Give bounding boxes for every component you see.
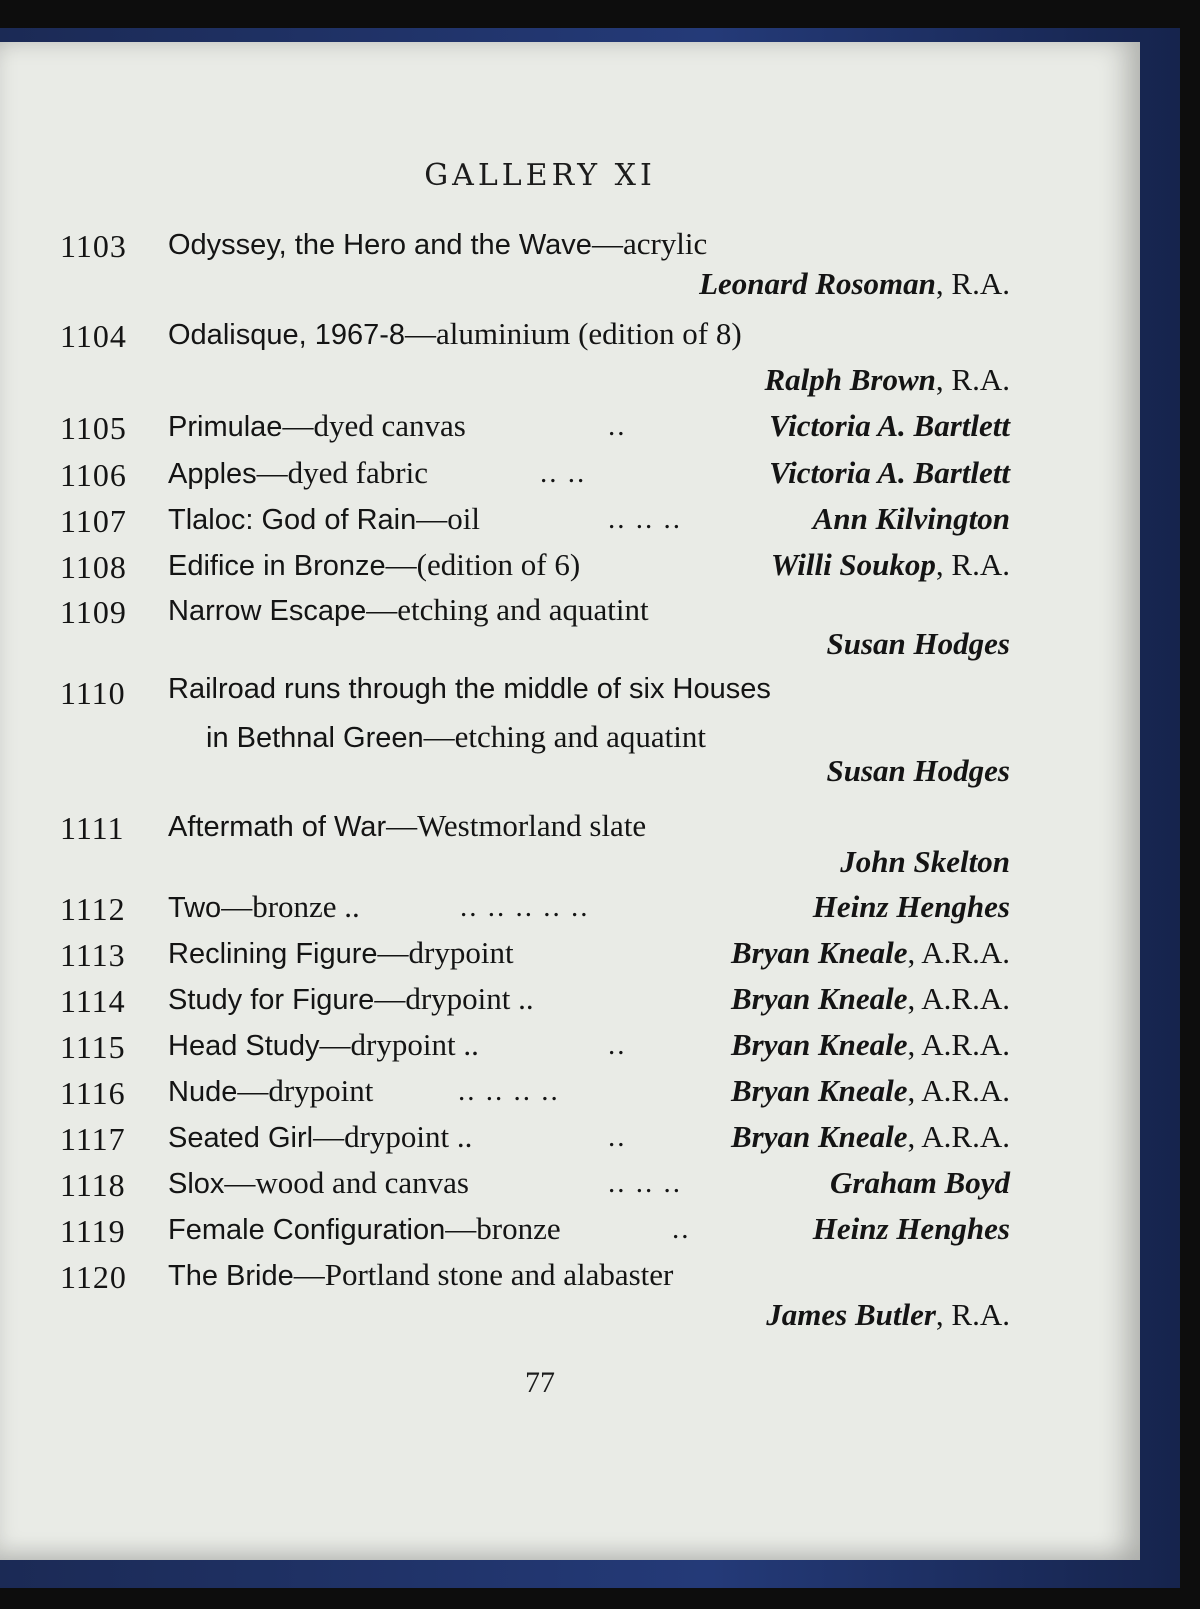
entry-number: 1106 — [60, 457, 127, 493]
entry-number: 1115 — [60, 1029, 126, 1065]
title-text: Odalisque, 1967-8 — [168, 319, 405, 351]
entry-artist: John Skelton — [840, 844, 1010, 879]
artist-name: Bryan Kneale — [730, 981, 908, 1016]
artist-honour: , A.R.A. — [907, 1027, 1010, 1062]
entry-title: Railroad runs through the middle of six Houses — [168, 673, 771, 705]
title-text: in Bethnal Green — [206, 722, 424, 754]
entry-medium: —dyed canvas — [282, 408, 466, 443]
entry-artist — [764, 362, 1010, 398]
leader-dots: .. .. .. .. .. — [460, 891, 590, 923]
title-text: Study for Figure — [168, 984, 375, 1016]
entry-number: 1112 — [60, 891, 126, 927]
entry-number: 1110 — [60, 675, 126, 711]
catalogue-entry — [60, 226, 1010, 306]
artist-honour: , A.R.A. — [907, 935, 1010, 970]
title-text: Aftermath of War — [168, 811, 387, 843]
entry-number: 1105 — [60, 410, 127, 446]
leader-dots: .. — [672, 1213, 691, 1245]
catalogue-entry — [60, 408, 1010, 448]
catalogue-entry — [60, 1073, 1010, 1113]
entry-artist — [731, 1073, 1010, 1109]
entry-artist: Susan Hodges — [826, 753, 1010, 788]
catalogue-entry — [60, 935, 1010, 975]
catalogue-entry — [60, 808, 1010, 884]
entry-medium: —wood and canvas — [224, 1165, 469, 1200]
entry-number: 1113 — [60, 937, 126, 973]
catalogue-entry — [60, 547, 1010, 587]
entry-title — [168, 316, 742, 352]
entry-number: 1104 — [60, 318, 127, 354]
title-text: Head Study — [168, 1030, 320, 1062]
entry-title — [168, 501, 480, 537]
catalogue-entry — [60, 501, 1010, 541]
entry-artist — [731, 1027, 1010, 1063]
title-text: Odyssey, the Hero and the Wave — [168, 229, 592, 261]
entry-medium: —acrylic — [591, 226, 708, 261]
entry-artist: Graham Boyd — [830, 1165, 1010, 1200]
artist-name: James Butler — [766, 1297, 936, 1332]
entry-artist — [731, 1119, 1010, 1155]
entry-artist — [731, 935, 1010, 971]
entry-artist — [771, 547, 1010, 583]
title-text: Female Configuration — [168, 1214, 446, 1246]
catalogue-entry — [60, 673, 1010, 793]
entry-title — [168, 1027, 479, 1063]
entry-title — [168, 226, 707, 262]
entry-medium: —bronze — [445, 1211, 561, 1246]
entry-medium: —bronze .. — [221, 889, 360, 924]
entry-title-continued — [206, 719, 706, 755]
leader-dots: .. — [608, 410, 627, 442]
catalogue-entry — [60, 316, 1010, 402]
entry-number: 1114 — [60, 983, 126, 1019]
entry-title — [168, 408, 466, 444]
artist-honour: , R.A. — [935, 1297, 1010, 1332]
catalogue-entry — [60, 1211, 1010, 1251]
artist-name: Bryan Kneale — [730, 1119, 908, 1154]
catalogue-entry — [60, 455, 1010, 495]
entry-title — [168, 808, 646, 844]
title-text: Primulae — [168, 411, 283, 443]
catalogue-entry — [60, 889, 1010, 929]
catalogue-entry — [60, 592, 1010, 666]
title-text: The Bride — [168, 1260, 294, 1292]
leader-dots: .. .. .. — [608, 503, 682, 535]
entry-title — [168, 1119, 472, 1155]
entry-number: 1120 — [60, 1259, 127, 1295]
title-text: Seated Girl — [168, 1122, 314, 1154]
artist-name: Bryan Kneale — [730, 935, 908, 970]
entry-medium: —oil — [416, 501, 480, 536]
entry-title — [168, 889, 360, 925]
entry-number: 1111 — [60, 810, 125, 846]
entry-title — [168, 1257, 673, 1293]
title-text: Apples — [168, 458, 257, 490]
entry-medium: —Westmorland slate — [386, 808, 647, 843]
title-text: Edifice in Bronze — [168, 550, 386, 582]
entry-medium: —etching and aquatint — [366, 592, 649, 627]
gallery-heading: GALLERY XI — [424, 158, 656, 193]
catalogue-entry — [60, 981, 1010, 1021]
title-text: Nude — [168, 1076, 238, 1108]
entry-title — [168, 592, 649, 628]
entry-number: 1119 — [60, 1213, 126, 1249]
entry-number: 1107 — [60, 503, 127, 539]
entry-title — [168, 455, 428, 491]
artist-name: Bryan Kneale — [730, 1027, 908, 1062]
title-text: Tlaloc: God of Rain — [168, 504, 417, 536]
entry-artist: Heinz Henghes — [812, 889, 1010, 924]
title-text: Slox — [168, 1168, 225, 1200]
artist-name: Leonard Rosoman — [699, 266, 936, 301]
title-text: Narrow Escape — [168, 595, 367, 627]
artist-name: Willi Soukop — [770, 547, 936, 582]
entry-title — [168, 547, 580, 583]
entry-artist: Ann Kilvington — [812, 501, 1010, 536]
entry-artist: Victoria A. Bartlett — [769, 455, 1010, 490]
entry-artist: Victoria A. Bartlett — [769, 408, 1010, 443]
entry-medium: —(edition of 6) — [385, 547, 581, 582]
title-text: Two — [168, 892, 222, 924]
artist-name: Ralph Brown — [764, 362, 936, 397]
entry-medium: —drypoint — [377, 935, 514, 970]
entry-medium: —drypoint .. — [313, 1119, 473, 1154]
entry-medium: —Portland stone and alabaster — [293, 1257, 674, 1292]
entry-medium: —drypoint .. — [374, 981, 534, 1016]
entry-number: 1108 — [60, 549, 127, 585]
entry-number: 1103 — [60, 228, 127, 264]
entry-medium: —etching and aquatint — [423, 719, 707, 754]
entry-artist — [766, 1297, 1010, 1333]
artist-honour: , A.R.A. — [907, 981, 1010, 1016]
entry-number: 1117 — [60, 1121, 126, 1157]
entry-medium: —drypoint .. — [319, 1027, 479, 1062]
catalogue-entry — [60, 1119, 1010, 1159]
entry-medium: —aluminium (edition of 8) — [405, 316, 742, 351]
entry-title — [168, 981, 534, 1017]
leader-dots: .. .. — [540, 457, 587, 489]
catalogue-entry — [60, 1165, 1010, 1205]
leader-dots: .. .. .. — [608, 1167, 682, 1199]
entry-medium: —drypoint — [237, 1073, 374, 1108]
entry-number: 1118 — [60, 1167, 126, 1203]
entry-number: 1109 — [60, 594, 127, 630]
title-text: Reclining Figure — [168, 938, 378, 970]
entry-artist: Susan Hodges — [826, 626, 1010, 661]
entry-title — [168, 935, 514, 971]
leader-dots: .. .. .. .. — [458, 1075, 560, 1107]
entry-medium: —dyed fabric — [256, 455, 428, 490]
artist-honour: , R.A. — [935, 266, 1010, 301]
artist-honour: , A.R.A. — [907, 1119, 1010, 1154]
catalogue-entry — [60, 1257, 1010, 1337]
page-number: 77 — [525, 1366, 555, 1399]
entry-title — [168, 1073, 373, 1109]
artist-honour: , R.A. — [935, 362, 1010, 397]
entry-title — [168, 1165, 469, 1201]
leader-dots: .. — [608, 1121, 627, 1153]
artist-honour: , R.A. — [935, 547, 1010, 582]
artist-honour: , A.R.A. — [907, 1073, 1010, 1108]
entry-artist — [699, 266, 1010, 302]
leader-dots: .. — [608, 1029, 627, 1061]
catalogue-entry — [60, 1027, 1010, 1067]
entry-number: 1116 — [60, 1075, 126, 1111]
entry-artist: Heinz Henghes — [812, 1211, 1010, 1246]
entry-artist — [731, 981, 1010, 1017]
entry-title — [168, 1211, 561, 1247]
artist-name: Bryan Kneale — [730, 1073, 908, 1108]
